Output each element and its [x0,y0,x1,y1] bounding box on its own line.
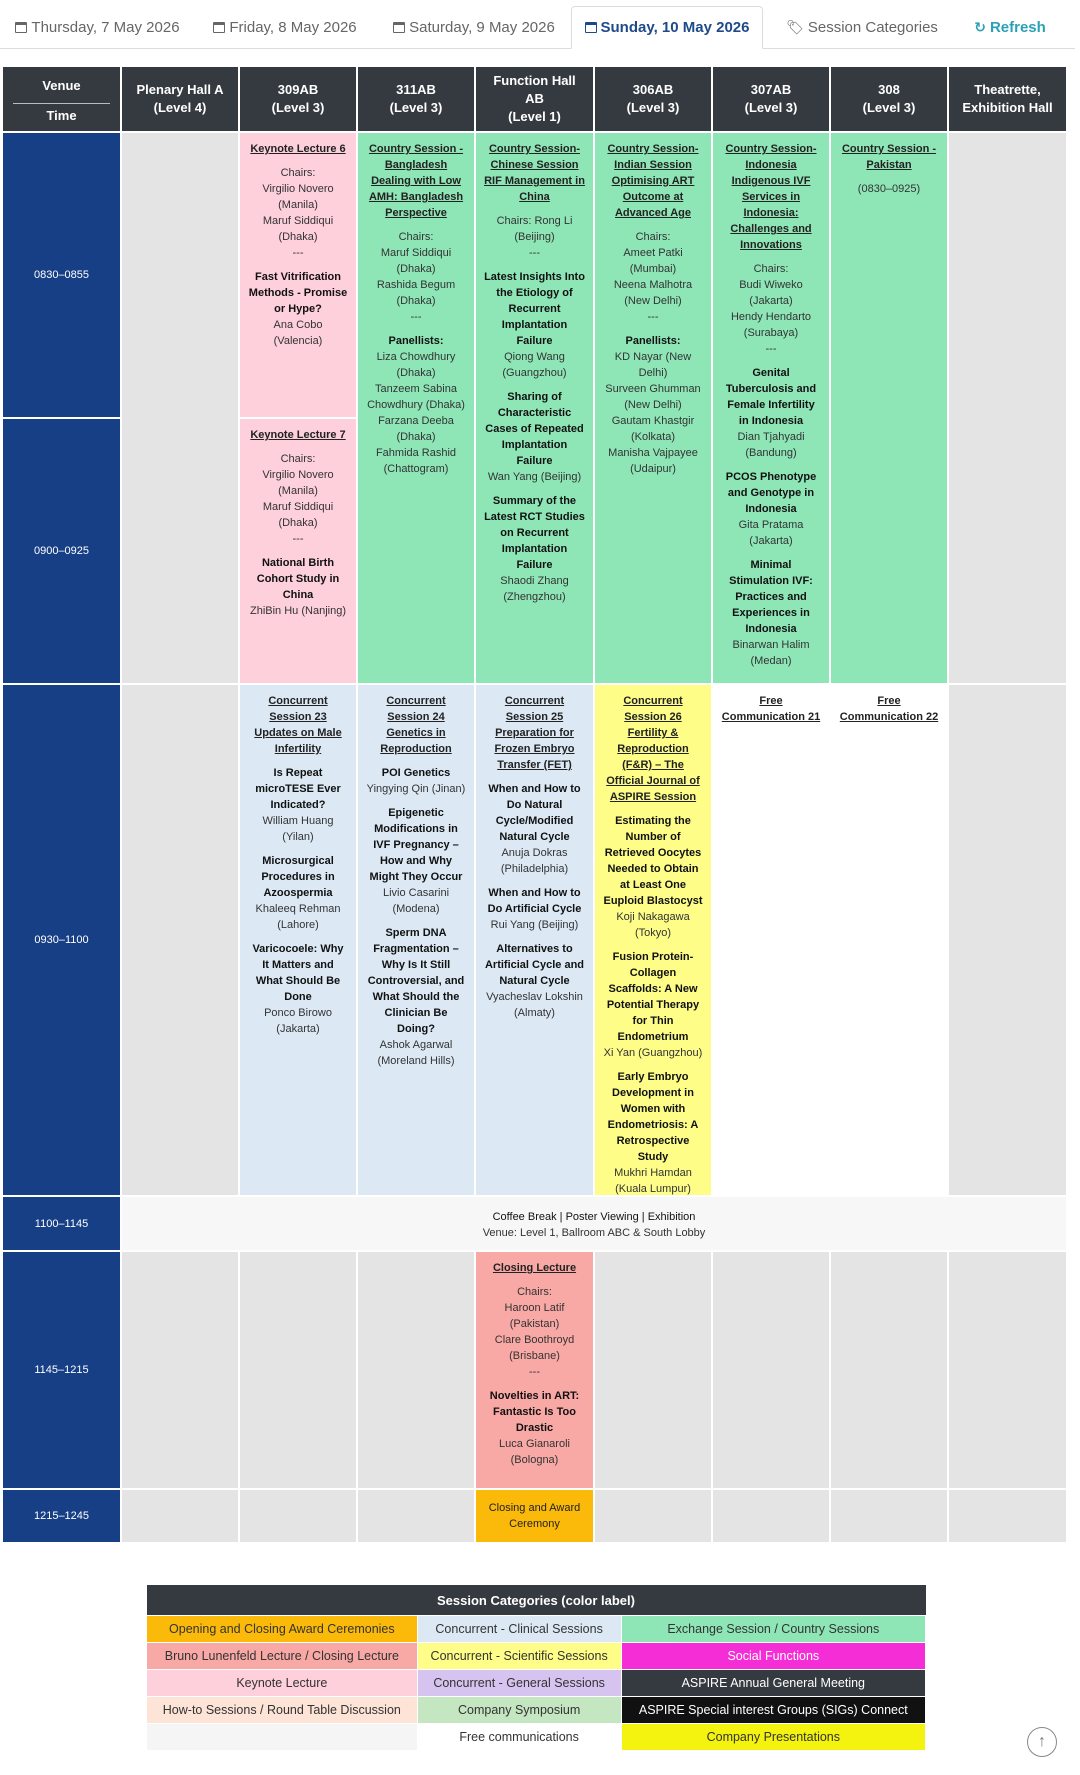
spacer [366,797,466,805]
session-title[interactable]: Concurrent Session 24 Genetics in Reproduction [380,695,452,755]
session-concurrent-25[interactable] [476,685,593,1195]
session-title: Closing and Award Ceremony [488,1502,581,1530]
chair-name: Maruf Siddiqui [380,247,452,259]
panellist: (Chattogram) [383,463,449,475]
venue-name: 307AB [750,82,792,97]
separator: --- [765,343,777,355]
speaker: Anuja Dokras (Philadelphia) [500,847,569,875]
tab-friday[interactable]: Friday, 8 May 2026 [200,6,370,48]
break-venue: Venue: Level 1, Ballroom ABC & South Lobby [482,1227,706,1239]
chair-name: Rashida Begum [376,279,456,291]
venue-name: Plenary Hall A [136,82,224,97]
legend-row [147,1643,926,1670]
speaker: William Huang (Yilan) [262,815,334,843]
venue-header [122,67,238,131]
chair-name: Maruf Siddiqui [262,501,334,513]
panellist: (Dhaka) [396,367,436,379]
chairs-label: Chairs: [280,453,316,465]
legend-row [147,1670,926,1697]
panellist: Delhi) [638,367,668,379]
legend-row [147,1616,926,1643]
chair-name: Virgilio Novero [262,469,334,481]
chair-name: Maruf Siddiqui [262,215,334,227]
panellist: Chowdhury (Dhaka) [367,399,465,411]
panellist: (Dhaka) [396,431,436,443]
venue-level: (Level 3) [389,100,443,115]
empty-slot [949,1490,1066,1542]
spacer [248,157,348,165]
speaker: Yingying Qin (Jinan) [366,783,466,795]
venue-header [831,67,947,131]
scroll-to-top-button[interactable] [1027,1727,1057,1757]
chair-city: (New Delhi) [624,295,682,307]
talk-title: POI Genetics [381,767,451,779]
time-slot: 0830–0855 [3,133,120,417]
empty-slot [240,1252,356,1488]
panellist: Liza Chowdhury [376,351,456,363]
venue-level: (Level 3) [626,100,680,115]
legend-item: Company Symposium [417,1697,621,1724]
venue-name: Theatrette, [974,82,1041,97]
talk-title: National Birth Cohort Study in China [256,557,340,601]
session-title[interactable]: Country Session- Chinese Session RIF Management in China [484,143,585,203]
empty-slot [595,1490,711,1542]
spacer [366,221,466,229]
talk-title: Fusion Protein-Collagen Scaffolds: A New Potential Therapy for Thin Endometrium [606,951,700,1043]
arrow-up-icon: ↑ [1038,1733,1046,1750]
separator: --- [529,1366,540,1378]
empty-slot [122,1252,238,1488]
legend-item: Concurrent - Clinical Sessions [417,1616,621,1643]
session-closing-award-ceremony[interactable] [476,1490,593,1542]
spacer [366,325,466,333]
spacer [603,805,703,813]
talk-title: Minimal Stimulation IVF: Practices and Experiences in Indonesia [729,559,813,635]
empty-slot [949,685,1066,1195]
talk-title: Genital Tuberculosis and Female Infertility in Indonesia [725,367,817,427]
legend-row [147,1697,926,1724]
chair-city: (Surabaya) [743,327,799,339]
legend-item: Company Presentations [621,1724,925,1751]
chairs-label: Chairs: [635,231,671,243]
spacer [484,381,585,389]
legend-item: Keynote Lecture [147,1670,418,1697]
chair-city: (Mumbai) [629,263,677,275]
time-label: Time [46,108,77,123]
session-title[interactable]: Free Communication 22 [839,695,939,723]
chair-city: (Jakarta) [749,295,793,307]
spacer [248,757,348,765]
speaker-city: (Valencia) [273,335,323,347]
session-title[interactable]: Country Session- Indian Session Optimising ART Outcome at Advanced Age [607,143,699,219]
session-title[interactable]: Country Session - Bangladesh Dealing with Low AMH: Bangladesh Perspective [368,143,464,219]
venue-header [713,67,829,131]
spacer [484,205,585,213]
speaker: Binarwan Halim (Medan) [732,639,810,667]
panellist: Gautam Khastgir [611,415,695,427]
time-slot: 1100–1145 [3,1197,120,1250]
venue-time-header [3,67,120,131]
break-title: Coffee Break | Poster Viewing | Exhibition [492,1211,696,1223]
tab-sunday[interactable]: Sunday, 10 May 2026 [571,6,763,49]
speaker: Mukhri Hamdan (Kuala Lumpur) [614,1167,692,1195]
talk-title: Summary of the Latest RCT Studies on Recurrent Implantation Failure [484,495,585,571]
session-categories-legend [146,1585,926,1751]
chair-name: Budi Wiweko [739,279,803,291]
time-slot: 0900–0925 [3,419,120,683]
empty-slot [831,1490,947,1542]
talk-title: Early Embryo Development in Women with Endometriosis: A Retrospective Study [607,1071,699,1163]
legend-item: Exchange Session / Country Sessions [621,1616,925,1643]
panellist: (Kolkata) [630,431,676,443]
talk-title: Varicocoele: Why It Matters and What Should Be Done [252,943,344,1003]
chair-city: (Manila) [278,485,318,497]
session-concurrent-23[interactable] [240,685,356,1195]
chair-city: (Brisbane) [509,1350,560,1362]
spacer [603,325,703,333]
session-concurrent-24[interactable] [358,685,474,1195]
legend-item: Social Functions [621,1643,925,1670]
speaker: Ana Cobo [273,319,323,331]
session-title[interactable]: Keynote Lecture 7 [250,429,346,441]
legend-item: Concurrent - General Sessions [417,1670,621,1697]
legend-item [147,1724,418,1751]
session-concurrent-26[interactable] [595,685,711,1195]
session-keynote-lecture-7[interactable] [240,419,356,683]
spacer [248,933,348,941]
legend-item: ASPIRE Special interest Groups (SIGs) Connect [621,1697,925,1724]
talk-title: Alternatives to Artificial Cycle and Natural Cycle [484,943,585,987]
spacer [484,261,585,269]
venue-name: 308 [878,82,900,97]
venue-level: (Level 3) [744,100,798,115]
speaker: Livio Casarini (Modena) [382,887,450,915]
legend-row [147,1724,926,1751]
legend-item: Free communications [417,1724,621,1751]
empty-slot [713,1252,829,1488]
chair-name: Ameet Patki [623,247,683,259]
chair-city: (Dhaka) [278,517,318,529]
tab-session-categories[interactable]: 🏷︎ Session Categories [786,18,938,36]
speaker: Vyacheslav Lokshin (Almaty) [486,991,583,1019]
venue-name: Function Hall AB [493,73,576,106]
venue-label: Venue [42,78,81,93]
separator: --- [292,247,304,259]
empty-slot [831,1252,947,1488]
panellist: (Udaipur) [630,463,676,475]
talk-title: Novelties in ART: Fantastic Is Too Drastic [489,1390,580,1434]
spacer [366,757,466,765]
venue-level: (Level 4) [153,100,207,115]
session-title[interactable]: Keynote Lecture 6 [250,143,346,155]
spacer [484,773,585,781]
speaker-city: (Bologna) [510,1454,559,1466]
legend-title: Session Categories (color label) [147,1585,926,1616]
spacer [839,173,939,181]
chairs-label: Chairs: [517,1286,552,1298]
chair-name: Neena Malhotra [613,279,693,291]
chair-city: (Dhaka) [396,295,436,307]
spacer [721,549,821,557]
session-title[interactable]: Closing Lecture [492,1262,577,1274]
spacer [603,221,703,229]
speaker: Rui Yang (Beijing) [490,919,579,931]
speaker: Ponco Birowo (Jakarta) [264,1007,332,1035]
separator: --- [529,247,540,259]
panellists-label: Panellists: [388,335,444,347]
empty-slot [358,1252,474,1488]
session-country-bangladesh[interactable] [358,133,474,683]
session-free-communication-22[interactable] [831,685,947,1195]
venue-header [949,67,1066,131]
session-title[interactable]: Concurrent Session 25 Preparation for Frozen Embryo Transfer (FET) [494,695,575,771]
chair-city: (Dhaka) [396,263,436,275]
venue-level: Exhibition Hall [962,100,1053,115]
venue-level: (Level 3) [271,100,325,115]
panellist: Tanzeem Sabina [375,383,457,395]
venue-header [595,67,711,131]
speaker: Ashok Agarwal (Moreland Hills) [377,1039,455,1067]
spacer [603,1061,703,1069]
spacer [721,253,821,261]
legend-item: ASPIRE Annual General Meeting [621,1670,925,1697]
legend-item: How-to Sessions / Round Table Discussion [147,1697,418,1724]
venue-header [240,67,356,131]
speaker: Dian Tjahyadi (Bandung) [737,431,805,459]
chair-name: Hendy Hendarto [730,311,812,323]
speaker: Qiong Wang (Guangzhou) [502,351,567,379]
spacer [366,917,466,925]
chair-name: Virgilio Novero [262,183,334,195]
session-title[interactable]: Free Communication 21 [721,695,821,723]
talk-title: When and How to Do Natural Cycle/Modified Natural Cycle [488,783,581,843]
session-country-india[interactable] [595,133,711,683]
empty-slot [122,133,238,683]
session-country-indonesia[interactable] [713,133,829,683]
venue-name: 311AB [396,82,436,97]
spacer [248,261,348,269]
session-keynote-lecture-6[interactable] [240,133,356,417]
legend-item: Concurrent - Scientific Sessions [417,1643,621,1670]
empty-slot [949,133,1066,683]
refresh-button[interactable]: ↻ Refresh [974,18,1046,36]
speaker: Xi Yan (Guangzhou) [603,1047,703,1059]
empty-slot [713,1490,829,1542]
session-title[interactable]: Concurrent Session 23 Updates on Male Infertility [254,695,342,755]
spacer [721,357,821,365]
talk-title: PCOS Phenotype and Genotype in Indonesia [725,471,817,515]
tab-thursday[interactable]: Thursday, 7 May 2026 [10,6,185,48]
spacer [484,1276,585,1284]
talk-title: Microsurgical Procedures in Azoospermia [261,855,335,899]
chair-city: (Pakistan) [509,1318,560,1330]
empty-slot [122,1490,238,1542]
panellist: Surveen Ghumman [605,383,701,395]
panellist: Fahmida Rashid [375,447,457,459]
venue-name: 306AB [632,82,674,97]
spacer [484,933,585,941]
chair-city: (Dhaka) [278,231,318,243]
empty-slot [122,685,238,1195]
chair-city: (Beijing) [514,231,555,243]
session-free-communication-21[interactable] [713,685,829,1195]
talk-title: When and How to Do Artificial Cycle [487,887,582,915]
session-title[interactable]: Country Session- Indonesia Indigenous IVF Services in Indonesia: Challenges and Innovations [725,143,817,251]
separator: --- [410,311,422,323]
chairs-label: Chairs: [753,263,789,275]
session-title[interactable]: Concurrent Session 26 Fertility & Reproduction (F&R) – The Official Journal of ASPIRE Session [606,695,700,803]
spacer [248,547,348,555]
spacer [721,461,821,469]
speaker: Gita Pratama (Jakarta) [738,519,804,547]
speaker: Wan Yang (Beijing) [487,471,582,483]
venue-level: (Level 3) [862,100,916,115]
panellist: (New Delhi) [624,399,682,411]
chairs-label: Chairs: [280,167,316,179]
chair-city: (Manila) [278,199,318,211]
chairs-label: Chairs: [398,231,434,243]
session-country-pakistan[interactable] [831,133,947,683]
talk-title: Estimating the Number of Retrieved Oocytes Needed to Obtain at Least One Euploid Blastocyst [603,815,703,907]
empty-slot [595,1252,711,1488]
tab-saturday[interactable]: Saturday, 9 May 2026 [384,6,564,48]
venue-level: (Level 1) [508,109,561,124]
tag-icon: 🏷︎ [786,18,804,35]
chair-name: Clare Boothroyd [494,1334,575,1346]
chair-name: Haroon Latif [504,1302,565,1314]
panellist: Manisha Vajpayee [608,447,698,459]
talk-title: Fast Vitrification Methods - Promise or Hype? [248,271,348,315]
session-country-china[interactable] [476,133,593,683]
speaker: Luca Gianaroli [499,1438,570,1450]
time-slot: 0930–1100 [3,685,120,1195]
talk-title: Sperm DNA Fragmentation – Why Is It Still Controversial, and What Should the Clinician Be Doing? [367,927,465,1035]
session-closing-lecture[interactable] [476,1252,593,1488]
coffee-break [122,1197,1066,1250]
legend-item: Bruno Lunenfeld Lecture / Closing Lecture [147,1643,418,1670]
empty-slot [358,1490,474,1542]
separator: --- [292,533,304,545]
header-divider [13,103,110,104]
refresh-icon: ↻ [974,18,986,35]
panellist: KD Nayar (New [614,351,692,363]
panellist: Farzana Deeba [378,415,454,427]
spacer [484,877,585,885]
spacer [248,845,348,853]
chair-name: Chairs: Rong Li [496,215,573,227]
time-slot: 1145–1215 [3,1252,120,1488]
spacer [484,1380,585,1388]
empty-slot [949,1252,1066,1488]
venue-header [476,67,593,131]
speaker: ZhiBin Hu (Nanjing) [250,605,346,617]
time-slot: 1215–1245 [3,1490,120,1542]
talk-title: Epigenetic Modifications in IVF Pregnancy – How and Why Might They Occur [369,807,463,883]
speaker: Shaodi Zhang (Zhengzhou) [500,575,569,603]
venue-header [358,67,474,131]
legend-header-row [147,1585,926,1616]
spacer [484,485,585,493]
spacer [248,443,348,451]
empty-slot [240,1490,356,1542]
talk-title: Sharing of Characteristic Cases of Repeated Implantation Failure [485,391,584,467]
session-time: (0830–0925) [857,183,921,195]
separator: --- [647,311,659,323]
talk-title: Latest Insights Into the Etiology of Recurrent Implantation Failure [484,271,585,347]
session-title[interactable]: Country Session - Pakistan [841,143,937,171]
venue-name: 309AB [277,82,319,97]
panellists-label: Panellists: [625,335,681,347]
speaker: Khaleeq Rehman (Lahore) [255,903,341,931]
legend-item: Opening and Closing Award Ceremonies [147,1616,418,1643]
speaker: Koji Nakagawa (Tokyo) [616,911,690,939]
talk-title: Is Repeat microTESE Ever Indicated? [255,767,341,811]
spacer [603,941,703,949]
